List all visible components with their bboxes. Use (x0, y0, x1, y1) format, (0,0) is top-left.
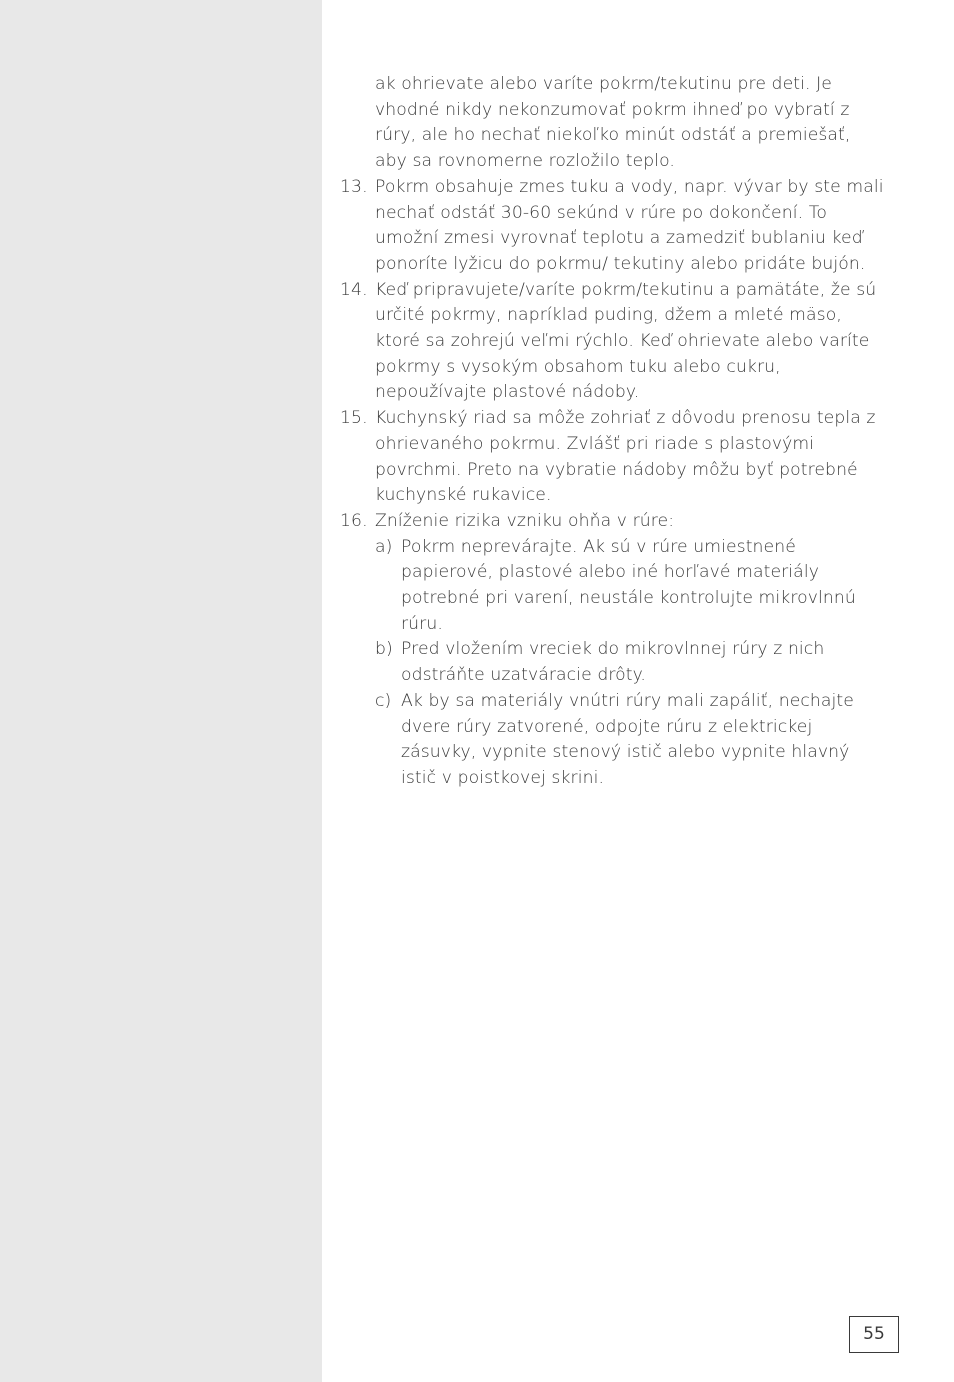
item-text: Zníženie rizika vzniku ohňa v rúre: (375, 510, 675, 531)
side-band (0, 0, 322, 1382)
instructions-text (340, 72, 885, 792)
item-text: Kuchynský riad sa môže zohriať z dôvodu prenosu tepla z ohrievaného pokrmu. Zvlášť pri riade s plastovými povrchmi. Preto na vybratie nádoby môžu byť potrebné kuchynské rukavice. (375, 408, 876, 506)
list-item (340, 278, 885, 407)
list-item (340, 509, 885, 535)
item-number: 13. (340, 176, 368, 197)
sub-item-letter: c) (375, 690, 392, 711)
sub-item-text: Ak by sa materiály vnútri rúry mali zapáliť, nechajte dvere rúry zatvorené, odpojte rúru z elektrickej zásuvky, vypnite stenový istič alebo vypnite hlavný istič v poistkovej skrini. (401, 690, 854, 788)
sub-item-text: Pred vložením vreciek do mikrovlnnej rúry z nich odstráňte uzatváracie drôty. (401, 639, 825, 686)
sub-list-item (375, 637, 885, 688)
item-number: 16. (340, 510, 368, 531)
item-number: 15. (340, 408, 368, 429)
continuation-paragraph: ak ohrievate alebo varíte pokrm/tekutinu pre deti. Je vhodné nikdy nekonzumovať pokrm ihneď po vybratí z rúry, ale ho nechať niekoľko minút odstáť a premiešať, aby sa rovnomerne rozložilo teplo. (375, 74, 851, 172)
list-item (340, 175, 885, 278)
sub-list-item (375, 535, 885, 638)
list-item (340, 406, 885, 509)
page-number: 55 (849, 1316, 899, 1353)
item-text: Keď pripravujete/varíte pokrm/tekutinu a pamätáte, že sú určité pokrmy, napríklad puding, džem a mleté mäso, ktoré sa zohrejú veľmi rýchlo. Keď ohrievate alebo varíte pokrmy s vysokým obsahom tuku alebo cukru, nepoužívajte plastové nádoby. (375, 279, 877, 403)
item-number: 14. (340, 279, 368, 300)
sub-item-letter: a) (375, 536, 393, 557)
sub-list-item (375, 689, 885, 792)
sub-item-text: Pokrm neprevárajte. Ak sú v rúre umiestnené papierové, plastové alebo iné horľavé materiály potrebné pri varení, neustále kontrolujte mikrovlnnú rúru. (401, 536, 856, 634)
sub-item-letter: b) (375, 639, 393, 660)
item-text: Pokrm obsahuje zmes tuku a vody, napr. vývar by ste mali nechať odstáť 30-60 sekúnd v rúre po dokončení. To umožní zmesi vyrovnať teplotu a zamedziť bublaniu keď ponoríte lyžicu do pokrmu/ tekutiny alebo pridáte bujón. (375, 176, 884, 274)
